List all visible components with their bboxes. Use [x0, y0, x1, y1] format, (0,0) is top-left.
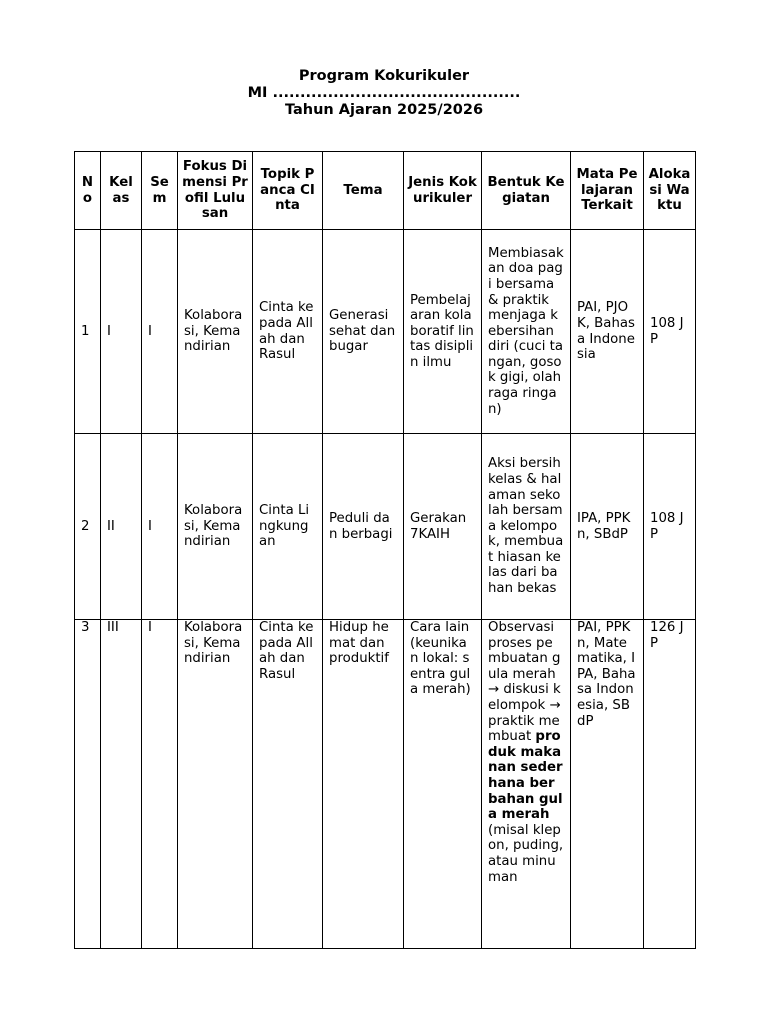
cell-jenis: Pembelajaran kolaboratif lintas disiplin ilmu: [404, 230, 482, 434]
table-row: [75, 230, 696, 434]
program-table: [74, 151, 696, 949]
table-row: [75, 434, 696, 620]
cell-fokus: Kolaborasi, Kemandirian: [178, 434, 253, 620]
bentuk-intro: Observasi proses pembuatan gula merah → diskusi kelompok → praktik membuat: [488, 620, 561, 745]
header-bentuk: Bentuk Kegiatan: [482, 152, 571, 230]
cell-mapel: IPA, PPKn, SBdP: [571, 434, 644, 620]
cell-tema: Generasi sehat dan bugar: [323, 230, 404, 434]
cell-no: 1: [75, 230, 101, 434]
cell-jenis: Gerakan 7KAIH: [404, 434, 482, 620]
header-mapel: Mata Pelajaran Terkait: [571, 152, 644, 230]
cell-topik: Cinta Lingkungan: [253, 434, 323, 620]
cell-alokasi: 126 JP: [644, 620, 696, 949]
cell-alokasi: 108 JP: [644, 230, 696, 434]
document-header: [0, 68, 768, 119]
cell-kelas: I: [101, 230, 142, 434]
cell-sem: I: [142, 620, 178, 949]
cell-no: 3: [75, 620, 101, 949]
bentuk-highlight: produk makanan sederhana berbahan gula merah: [488, 729, 563, 823]
academic-year-line: Tahun Ajaran 2025/2026: [284, 102, 484, 118]
header-topik: Topik Panca CInta: [253, 152, 323, 230]
cell-fokus: Kolaborasi, Kemandirian: [178, 230, 253, 434]
cell-bentuk: [482, 620, 571, 949]
cell-mapel: PAI, PJOK, Bahasa Indonesia: [571, 230, 644, 434]
header-kelas: Kelas: [101, 152, 142, 230]
header-tema: Tema: [323, 152, 404, 230]
bentuk-tail: (misal klepon, puding, atau minuman: [488, 822, 564, 885]
header-no: No: [75, 152, 101, 230]
header-fokus: Fokus Dimensi Profil Lulusan: [178, 152, 253, 230]
cell-jenis: Cara lain (keunikan lokal: sentra gula merah): [404, 620, 482, 949]
cell-alokasi: 108 JP: [644, 434, 696, 620]
cell-mapel: PAI, PPKn, Matematika, IPA, Bahasa Indonesia, SBdP: [571, 620, 644, 949]
header-alokasi: Alokasi Waktu: [644, 152, 696, 230]
cell-sem: I: [142, 434, 178, 620]
document-title: Program Kokurikuler: [298, 68, 470, 84]
cell-fokus: Kolaborasi, Kemandirian: [178, 620, 253, 949]
school-name-line: MI .............................................: [247, 85, 521, 101]
cell-bentuk: Aksi bersih kelas & halaman sekolah bersama kelompok, membuat hiasan kelas dari bahan bekas: [482, 434, 571, 620]
bentuk-kegiatan-text: [488, 620, 564, 885]
cell-tema: Peduli dan berbagi: [323, 434, 404, 620]
cell-bentuk: Membiasakan doa pagi bersama & praktik menjaga kebersihan diri (cuci tangan, gosok gigi, olahraga ringan): [482, 230, 571, 434]
cell-topik: Cinta kepada Allah dan Rasul: [253, 620, 323, 949]
cell-kelas: III: [101, 620, 142, 949]
table-row: [75, 620, 696, 949]
table-header-row: [75, 152, 696, 230]
cell-no: 2: [75, 434, 101, 620]
cell-topik: Cinta kepada Allah dan Rasul: [253, 230, 323, 434]
cell-sem: I: [142, 230, 178, 434]
cell-kelas: II: [101, 434, 142, 620]
header-jenis: Jenis Kokurikuler: [404, 152, 482, 230]
cell-tema: Hidup hemat dan produktif: [323, 620, 404, 949]
header-sem: Sem: [142, 152, 178, 230]
